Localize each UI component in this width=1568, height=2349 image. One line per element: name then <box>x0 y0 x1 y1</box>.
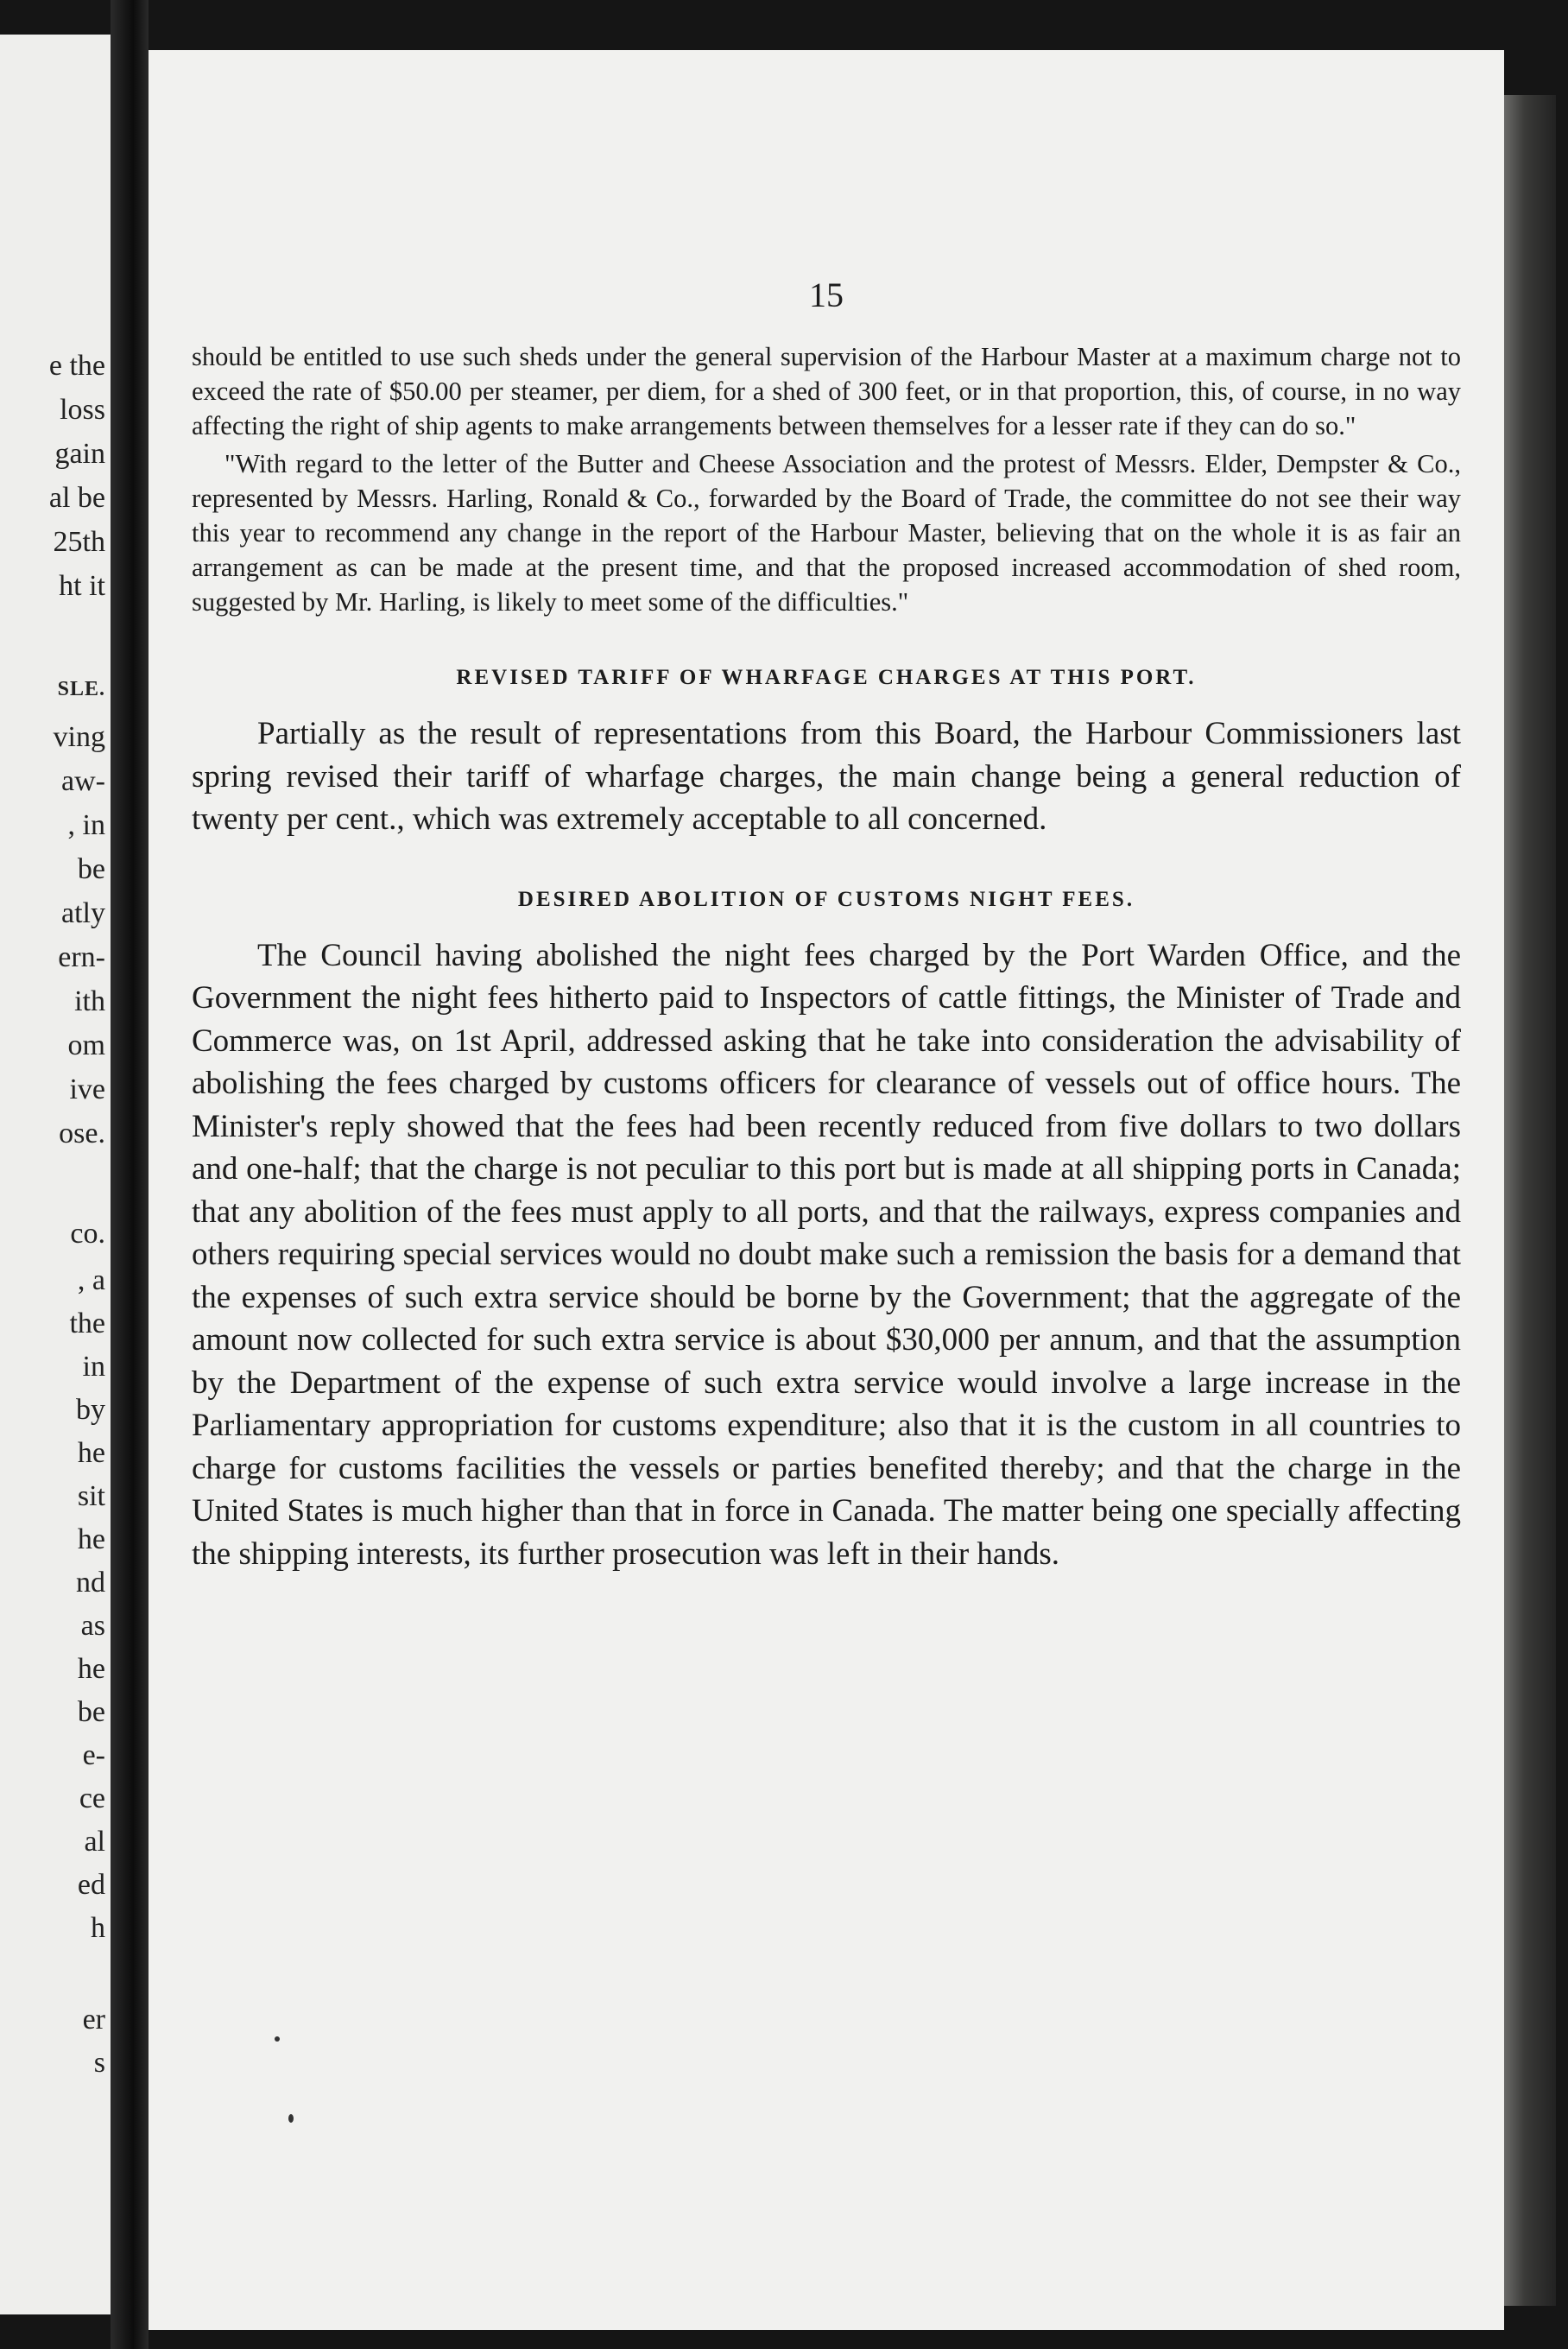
page-number: 15 <box>809 275 844 314</box>
previous-page-fragment: , a <box>77 1264 105 1296</box>
section-heading: REVISED TARIFF OF WHARFAGE CHARGES AT THIS PORT. <box>456 666 1197 689</box>
previous-page-fragment: , in <box>67 809 105 841</box>
previous-page-fragment: ith <box>74 985 105 1017</box>
previous-page-fragment: ern- <box>58 941 105 973</box>
print-speck <box>288 2114 294 2123</box>
book-gutter <box>111 0 149 2349</box>
previous-page-fragment: co. <box>70 1218 105 1250</box>
previous-page-fragment: ive <box>69 1073 105 1105</box>
section-heading: DESIRED ABOLITION OF CUSTOMS NIGHT FEES. <box>517 887 1135 911</box>
previous-page-fragment: SLE. <box>57 678 105 700</box>
previous-page-fragment: ht it <box>59 570 105 602</box>
page-edge-shadow <box>1504 95 1556 2306</box>
previous-page-fragment: be <box>77 853 105 885</box>
previous-page-fragment: he <box>77 1523 105 1555</box>
previous-page-fragment: e- <box>82 1739 105 1771</box>
previous-page-fragment: atly <box>61 897 105 929</box>
previous-page-fragment: in <box>82 1351 105 1383</box>
previous-page-fragment: aw- <box>61 765 105 797</box>
previous-page-fragment: ce <box>79 1782 105 1814</box>
previous-page-fragment: s <box>93 2047 105 2079</box>
previous-page-fragment: ving <box>53 721 105 753</box>
previous-page-fragment: he <box>77 1437 105 1469</box>
print-speck <box>275 2036 280 2042</box>
previous-page-fragment: ose. <box>59 1118 105 1149</box>
previous-page-fragment: om <box>67 1029 105 1061</box>
previous-page-fragment: nd <box>76 1567 105 1599</box>
previous-page-fragment: ed <box>77 1869 105 1901</box>
page-content <box>192 275 1461 1575</box>
quote-paragraph: should be entitled to use such sheds under the general supervision of the Harbour Master at a maximum charge not to exceed the rate of $50.00 per steamer, per diem, for a shed of 300 feet, or in that proportion, this, of course, in no way affecting the right of ship agents to make arrangements between themselves for a lesser rate if they can do so." <box>192 342 1461 440</box>
previous-page-fragment: be <box>77 1696 105 1728</box>
previous-page-fragment: the <box>69 1307 105 1339</box>
previous-page-fragment: h <box>91 1912 105 1944</box>
previous-page-fragment: 25th <box>53 526 105 558</box>
quote-paragraph: "With regard to the letter of the Butter and Cheese Association and the protest of Messrs. Elder, Dempster & Co., represented by Messrs. Harling, Ronald & Co., forwarded by the Board of Trade, the committee do not see their way this year to recommend any change in the report of the Harbour Master, believing that on the whole it is as fair an arrangement as can be made at the present time, and that the proposed increased accommodation of shed room, suggested by Mr. Harling, is likely to meet some of the difficulties." <box>192 449 1461 617</box>
previous-page-fragment: loss <box>60 394 105 426</box>
section-paragraph: Partially as the result of representations from this Board, the Harbour Commissioners last spring revised their tariff of wharfage charges, the main change being a general reduction of twenty per cent., which was extremely acceptable to all concerned. <box>192 716 1461 837</box>
previous-page-fragment: gain <box>54 438 105 470</box>
section-paragraph: The Council having abolished the night fees charged by the Port Warden Office, and the Government the night fees hitherto paid to Inspectors of cattle fittings, the Minister of Trade and Commerce was, on 1st April, addressed asking that he take into consideration the advisability of abolishing the fees charged by customs officers for clearance of vessels out of office hours. The Minister's reply showed that the fees had been recently reduced from five dollars to two dollars and one-half; that the charge is not peculiar to this port but is made at all shipping ports in Canada; that any abolition of the fees must apply to all ports, and that the railways, express companies and others requiring special services would no doubt make such a remission the basis for a demand that the expenses of such extra service should be borne by the Government; that the aggregate of the amount now collected for such extra service is about $30,000 per annum, and that the assumption by the Department of the expense of such extra service would involve a large increase in the Parliamentary appropriation for customs expenditure; also that it is the custom in all countries to charge for customs facilities the vessels or parties benefited thereby; and that the charge in the United States is much higher than that in force in Canada. The matter being one specially affecting the shipping interests, its further prosecution was left in their hands. <box>192 937 1461 1572</box>
previous-page-fragment: by <box>76 1394 105 1426</box>
previous-page-fragment: e the <box>48 350 105 382</box>
previous-page-fragment: al be <box>48 482 105 514</box>
previous-page-fragment: al <box>84 1826 105 1858</box>
previous-page-fragment: as <box>80 1610 105 1642</box>
previous-page-fragment: he <box>77 1653 105 1685</box>
document-page <box>149 50 1504 2330</box>
previous-page-fragment: sit <box>77 1480 105 1512</box>
previous-page-sliver <box>0 35 111 2314</box>
previous-page-fragment: er <box>82 2004 105 2036</box>
